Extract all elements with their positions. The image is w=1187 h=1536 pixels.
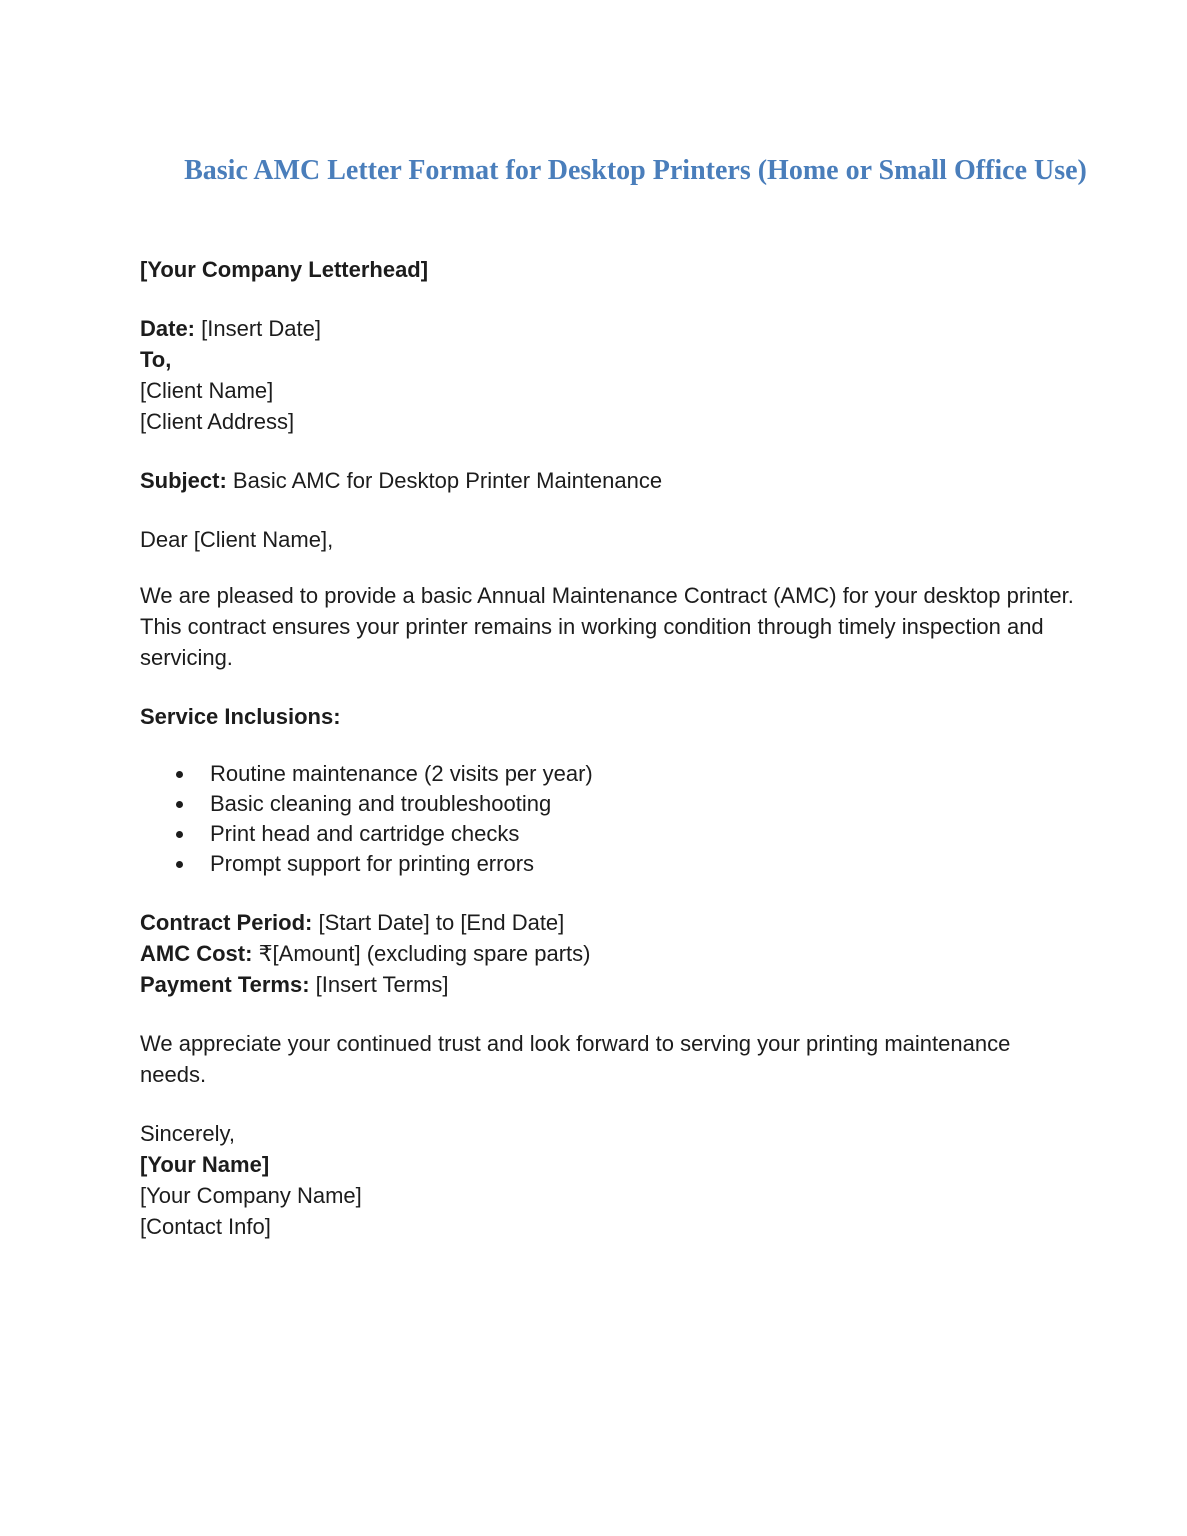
date-value: [Insert Date] xyxy=(201,316,321,341)
contract-terms-block xyxy=(140,907,1075,1000)
recipient-block xyxy=(140,313,1075,437)
client-address: [Client Address] xyxy=(140,409,295,434)
contract-period-line xyxy=(140,907,1075,938)
to-label: To, xyxy=(140,347,172,372)
document-title: Basic AMC Letter Format for Desktop Printers (Home or Small Office Use) xyxy=(184,155,1087,186)
inclusions-heading: Service Inclusions: xyxy=(140,704,341,729)
date-label: Date: xyxy=(140,316,196,341)
list-item-label: Basic cleaning and troubleshooting xyxy=(210,791,552,816)
payment-terms-value: [Insert Terms] xyxy=(315,972,449,997)
list-item xyxy=(140,789,1075,819)
payment-terms-line xyxy=(140,969,1075,1000)
amc-cost-label: AMC Cost: xyxy=(140,941,253,966)
signer-contact: [Contact Info] xyxy=(140,1214,271,1239)
company-letterhead: [Your Company Letterhead] xyxy=(140,257,429,282)
bullet-icon xyxy=(176,771,183,778)
subject-label: Subject: xyxy=(140,468,227,493)
bullet-icon xyxy=(176,861,183,868)
closing-paragraph: We appreciate your continued trust and look forward to serving your printing maintenance needs. xyxy=(140,1031,1011,1087)
amc-cost-line xyxy=(140,938,1075,969)
bullet-icon xyxy=(176,831,183,838)
list-item xyxy=(140,759,1075,789)
amc-cost-value: ₹[Amount] (excluding spare parts) xyxy=(258,941,591,966)
signer-company: [Your Company Name] xyxy=(140,1183,362,1208)
signer-name: [Your Name] xyxy=(140,1152,270,1177)
signature-block xyxy=(140,1118,1075,1242)
list-item xyxy=(140,849,1075,879)
date-line xyxy=(140,313,1075,344)
list-item-label: Routine maintenance (2 visits per year) xyxy=(210,761,593,786)
signoff: Sincerely, xyxy=(140,1121,235,1146)
list-item xyxy=(140,819,1075,849)
list-item-label: Print head and cartridge checks xyxy=(210,821,520,846)
payment-terms-label: Payment Terms: xyxy=(140,972,310,997)
bullet-icon xyxy=(176,801,183,808)
client-name: [Client Name] xyxy=(140,378,274,403)
contract-period-value: [Start Date] to [End Date] xyxy=(318,910,565,935)
inclusions-list xyxy=(140,759,1075,879)
subject-line xyxy=(140,465,1075,496)
contract-period-label: Contract Period: xyxy=(140,910,313,935)
intro-paragraph: We are pleased to provide a basic Annual Maintenance Contract (AMC) for your desktop printer. This contract ensures your printer remains in working condition through timely inspection and servicing. xyxy=(140,583,1074,670)
salutation: Dear [Client Name], xyxy=(140,527,334,552)
subject-value: Basic AMC for Desktop Printer Maintenance xyxy=(232,468,663,493)
list-item-label: Prompt support for printing errors xyxy=(210,851,535,876)
